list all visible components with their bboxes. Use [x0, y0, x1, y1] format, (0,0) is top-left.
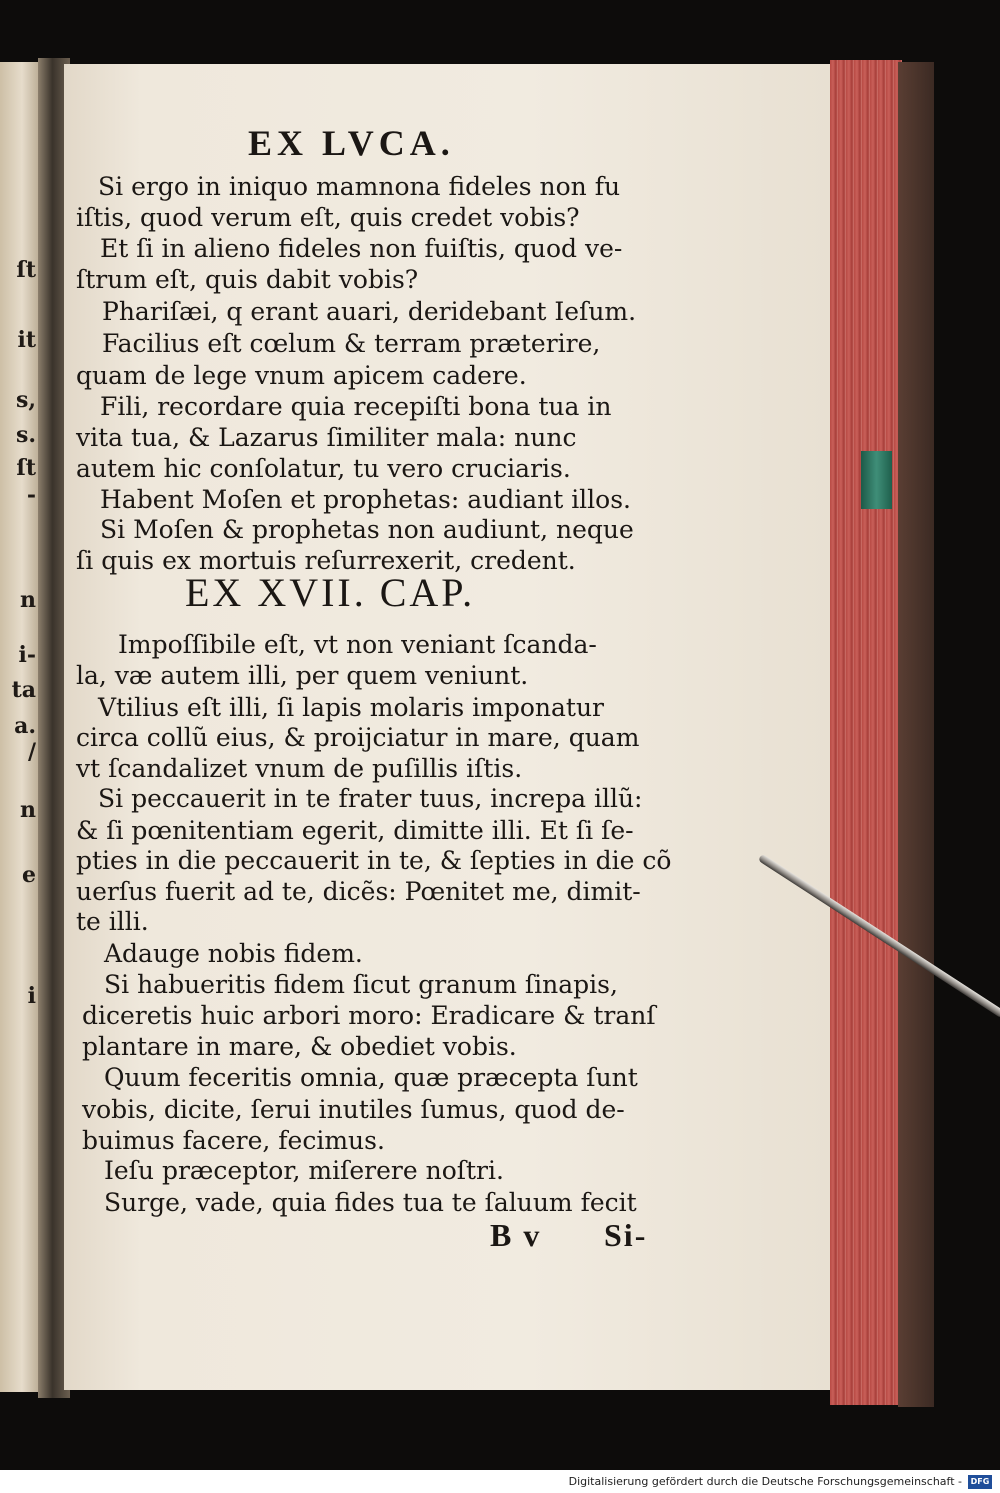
previous-page-fragment: a. [14, 713, 36, 739]
text-line: Adauge nobis fidem. [104, 939, 363, 968]
previous-page-fragment: i [27, 983, 36, 1009]
previous-page-fragment: it [17, 327, 36, 353]
text-line: ſtrum eſt, quis dabit vobis? [76, 265, 419, 294]
text-line: Si ergo in iniquo mamnona fideles non fu [98, 172, 621, 201]
footer-text: Digitalisierung gefördert durch die Deutsche Forschungsgemeinschaft - [568, 1475, 962, 1488]
previous-page-fragment: n [20, 587, 36, 613]
text-line: Impoſſibile eſt, vt non veniant ſcanda- [118, 630, 597, 659]
text-line: plantare in mare, & obediet vobis. [82, 1032, 517, 1061]
text-line: te illi. [76, 907, 149, 936]
previous-page-fragment: i- [18, 642, 36, 668]
previous-page-fragment: ſt [16, 455, 36, 481]
text-line: Si habueritis fidem ſicut granum ſinapis, [104, 970, 618, 999]
previous-page-fragment: e [22, 862, 36, 888]
previous-page-fragment: s, [15, 387, 36, 413]
text-line: diceretis huic arbori moro: Eradicare & tranſ [82, 1001, 656, 1030]
text-line: buimus facere, fecimus. [82, 1126, 385, 1155]
previous-page-fragment: / [27, 739, 36, 765]
text-line: autem hic conſolatur, tu vero cruciaris. [76, 454, 571, 483]
previous-page-fragment: s. [15, 422, 36, 448]
footer-bar [0, 1470, 1000, 1493]
text-line: Quum feceritis omnia, quæ præcepta ſunt [104, 1063, 638, 1092]
text-line: Et ſi in alieno fideles non fuiſtis, quod ve- [100, 234, 623, 263]
text-line: vt ſcandalizet vnum de puſillis iſtis. [76, 754, 523, 783]
text-line: Si Moſen & prophetas non audiunt, neque [100, 515, 634, 544]
text-line: & ſi pœnitentiam egerit, dimitte illi. Et ſi ſe- [76, 816, 634, 845]
text-line: Habent Moſen et prophetas: audiant illos. [100, 485, 632, 514]
text-line: Facilius eſt cœlum & terram præterire, [102, 329, 601, 358]
catchword: Si- [604, 1217, 648, 1253]
text-line: Si peccauerit in te frater tuus, increpa illũ: [98, 784, 643, 813]
text-line: Phariſæi, q erant auari, deridebant Ieſum. [102, 297, 637, 326]
text-line: quam de lege vnum apicem cadere. [76, 361, 527, 390]
dfg-logo: DFG [968, 1475, 992, 1489]
text-line: Fili, recordare quia recepiſti bona tua in [100, 392, 612, 421]
text-line: iſtis, quod verum eſt, quis credet vobis? [76, 203, 580, 232]
chapter-heading: EX XVII. CAP. [185, 570, 476, 615]
running-head: EX LVCA. [248, 123, 455, 163]
text-line: Vtilius eſt illi, ſi lapis molaris imponatur [98, 693, 604, 722]
text-line: Ieſu præceptor, miſerere noſtri. [104, 1156, 504, 1185]
previous-page-fragment: ta [11, 677, 36, 703]
previous-page-fragment: ſt [16, 257, 36, 283]
text-line: uerſus fuerit ad te, dicẽs: Pœnitet me, dimit- [76, 877, 641, 906]
text-line: ſi quis ex mortuis reſurrexerit, credent. [76, 546, 576, 575]
text-line: circa collũ eius, & proijciatur in mare, quam [76, 723, 640, 752]
signature-mark: B v [490, 1217, 542, 1253]
text-line: vobis, dicite, ſerui inutiles ſumus, quod de- [82, 1095, 625, 1124]
previous-page-fragment: - [26, 482, 36, 508]
text-line: vita tua, & Lazarus ſimiliter mala: nunc [76, 423, 577, 452]
text-line: Surge, vade, quia fides tua te ſaluum fecit [104, 1188, 637, 1217]
previous-page-fragment: n [20, 797, 36, 823]
text-line: la, væ autem illi, per quem veniunt. [76, 661, 529, 690]
text-line: pties in die peccauerit in te, & ſepties in die cõ [76, 846, 672, 875]
